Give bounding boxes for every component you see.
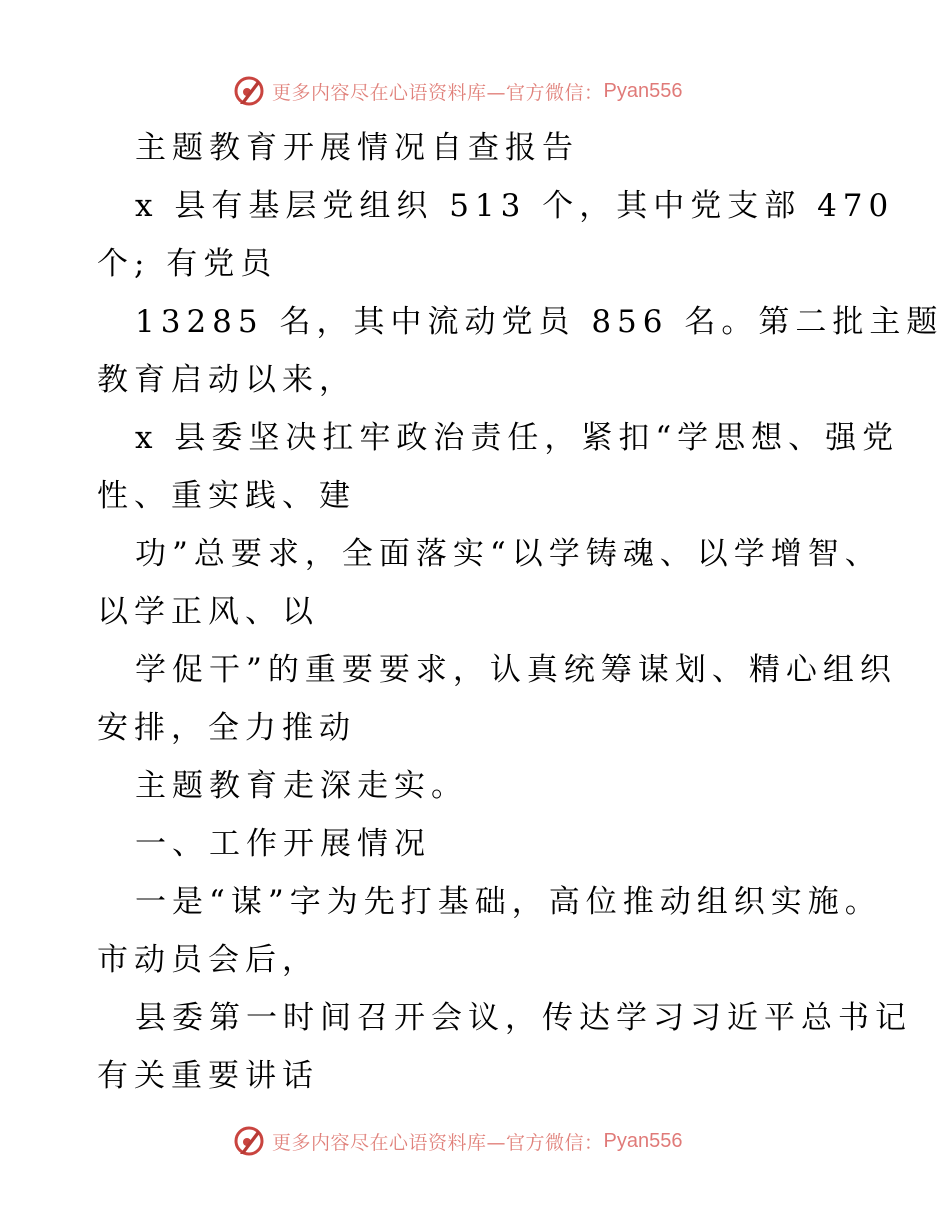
- watermark-text: 更多内容尽在心语资料库—官方微信：: [272, 1131, 604, 1154]
- paragraph-line: 一是“谋”字为先打基础，高位推动组织实施。: [135, 884, 882, 920]
- watermark-handle: Pyan556: [603, 79, 683, 102]
- header-watermark: [232, 74, 682, 108]
- paragraph-line: 个; 有党员: [97, 246, 278, 282]
- paragraph-line: 性、重实践、建: [97, 478, 356, 514]
- quill-logo-icon: [232, 1124, 266, 1158]
- footer-watermark: [232, 1124, 682, 1158]
- paragraph-line: x 县有基层党组织 513 个，其中党支部 470: [135, 188, 895, 224]
- watermark-text: 更多内容尽在心语资料库—官方微信：: [272, 81, 604, 104]
- document-title: 主题教育开展情况自查报告: [135, 130, 579, 166]
- paragraph-line: x 县委坚决扛牢政治责任，紧扣“学思想、强党: [135, 420, 900, 456]
- paragraph-line: 市动员会后，: [97, 942, 319, 978]
- paragraph-line: 学促干”的重要要求，认真统筹谋划、精心组织: [135, 652, 897, 688]
- paragraph-line: 教育启动以来，: [97, 362, 356, 398]
- paragraph-line: 功”总要求，全面落实“以学铸魂、以学增智、: [135, 536, 882, 572]
- quill-logo-icon: [232, 74, 266, 108]
- section-heading: 一、工作开展情况: [135, 826, 431, 862]
- paragraph-line: 主题教育走深走实。: [135, 768, 468, 804]
- paragraph-line: 有关重要讲话: [97, 1058, 319, 1094]
- paragraph-line: 安排，全力推动: [97, 710, 356, 746]
- paragraph-line: 13285 名，其中流动党员 856 名。第二批主题: [135, 304, 944, 340]
- paragraph-line: 以学正风、以: [97, 594, 319, 630]
- paragraph-line: 县委第一时间召开会议，传达学习习近平总书记: [135, 1000, 912, 1036]
- watermark-handle: Pyan556: [603, 1129, 683, 1152]
